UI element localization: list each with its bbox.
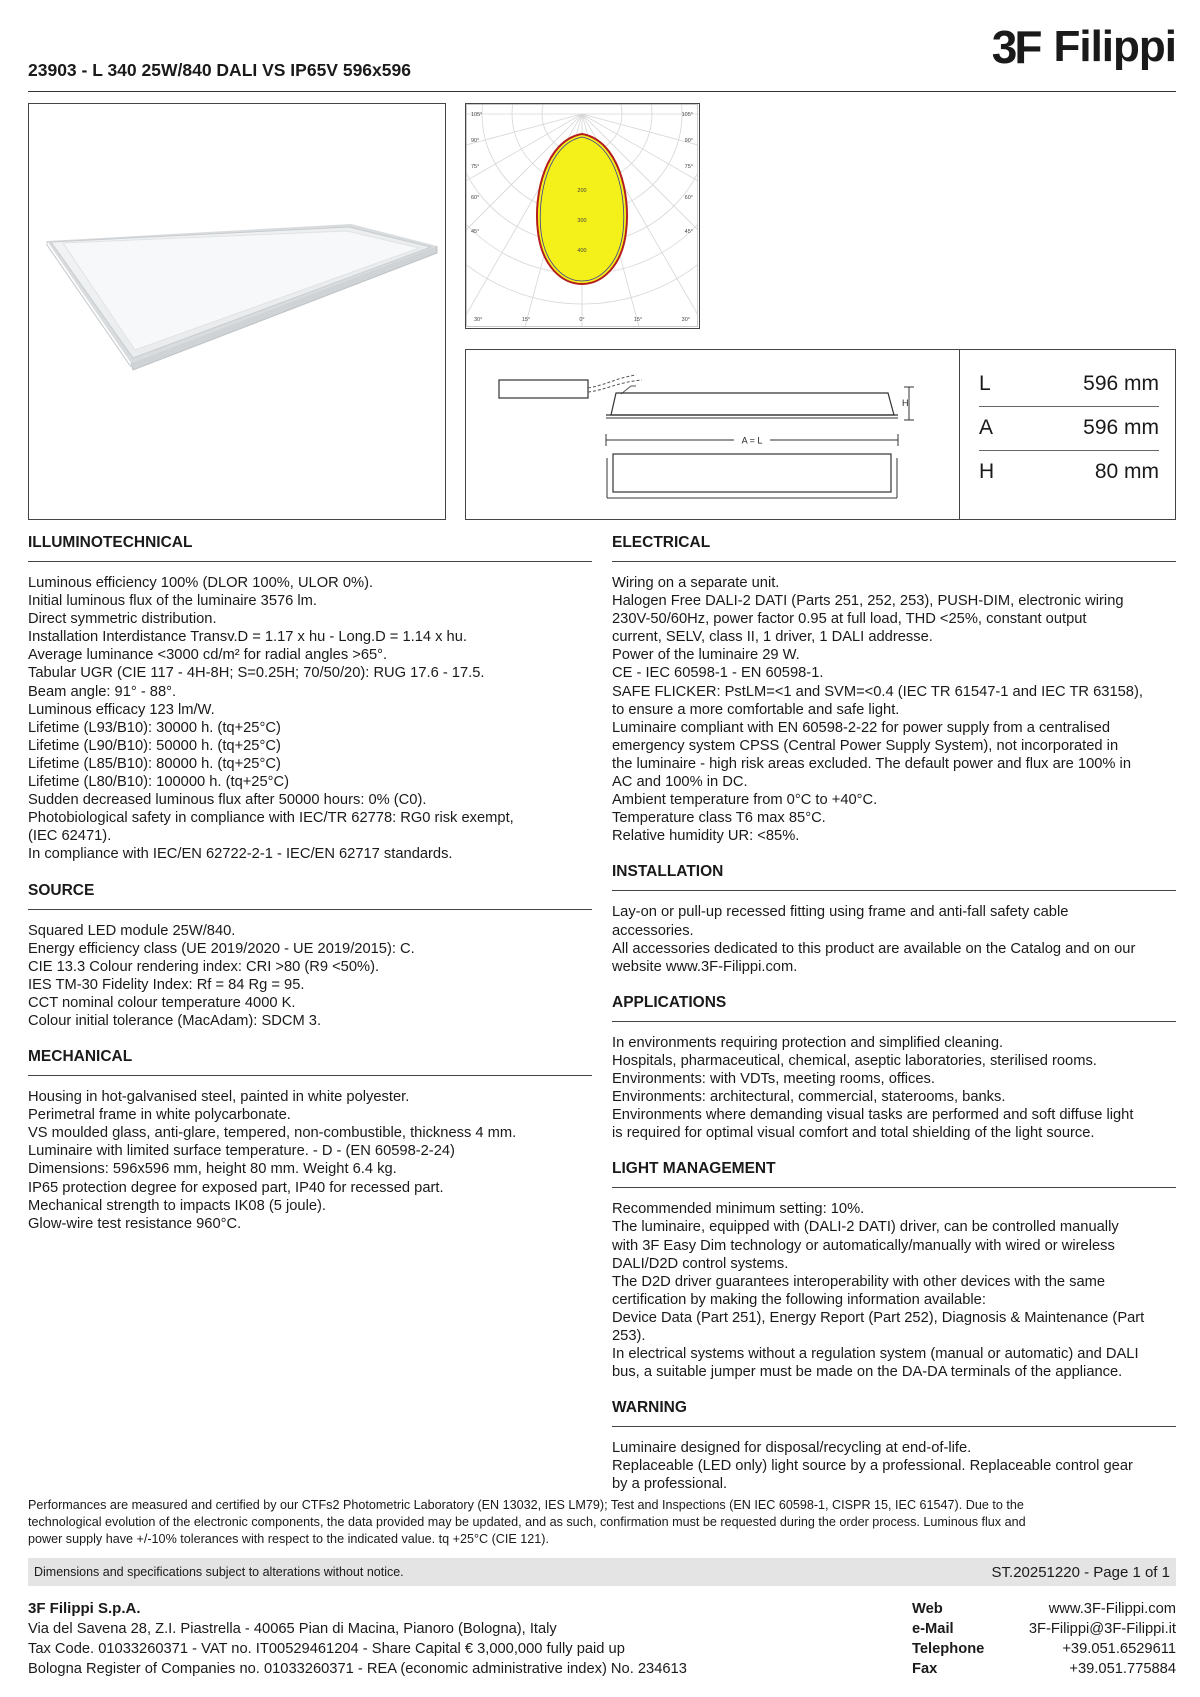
contact-label: Fax <box>912 1661 938 1677</box>
contact-row <box>912 1639 1176 1659</box>
polar-angle-label: 30° <box>681 317 690 323</box>
section-title: SOURCE <box>28 882 592 910</box>
spec-line: Glow-wire test resistance 960°C. <box>28 1215 242 1232</box>
spec-section <box>612 994 1176 1143</box>
spec-line: Power of the luminaire 29 W. <box>612 647 800 664</box>
polar-angle-label: 30° <box>474 317 483 323</box>
dimension-value: 80 mm <box>1094 460 1159 483</box>
dimensions-divider <box>959 350 960 519</box>
spec-line: Relative humidity UR: <85%. <box>612 828 800 845</box>
polar-angle-label: 15° <box>521 317 531 323</box>
spec-line: Perimetral frame in white polycarbonate. <box>28 1107 291 1124</box>
company-line: Bologna Register of Companies no. 01033260371 - REA (economic administrative index) No. 234613 <box>28 1661 687 1677</box>
polar-angle-label: 90° <box>684 138 693 144</box>
polar-angle-label: 0° <box>579 317 585 323</box>
side-view <box>611 393 894 415</box>
spec-line: Initial luminous flux of the luminaire 3576 lm. <box>28 593 317 610</box>
driver-box <box>499 380 588 398</box>
polar-angle-label: 75° <box>684 164 693 170</box>
spec-line: IES TM-30 Fidelity Index: Rf = 84 Rg = 95. <box>28 976 305 993</box>
spec-line: Ambient temperature from 0°C to +40°C. <box>612 792 878 809</box>
polar-angle-label: 45° <box>471 229 480 235</box>
polar-ring-label: 200 <box>577 188 587 194</box>
spec-line: Lifetime (L90/B10): 50000 h. (tq+25°C) <box>28 737 281 754</box>
spec-line: 253). <box>612 1328 646 1344</box>
contact-value: +39.051.775884 <box>1069 1661 1176 1677</box>
spec-line: Luminaire designed for disposal/recycling at end-of-life. <box>612 1440 972 1457</box>
spec-line: Direct symmetric distribution. <box>28 611 217 628</box>
company-line: Via del Savena 28, Z.I. Piastrella - 40065 Pian di Macina, Pianoro (Bologna), Italy <box>28 1621 557 1637</box>
spec-line: accessories. <box>612 922 694 939</box>
spec-line: certification by making the following information available: <box>612 1291 986 1308</box>
footer-bar <box>28 1558 1176 1586</box>
spec-line: Temperature class T6 max 85°C. <box>612 810 826 827</box>
spec-line: CIE 13.3 Colour rendering index: CRI >80 (R9 <50%). <box>28 958 380 975</box>
spec-section <box>28 534 592 864</box>
spec-line: the luminaire - high risk areas excluded. The default power and flux are 100% in <box>612 755 1131 772</box>
length-label: A = L <box>741 435 763 446</box>
spec-line: Luminous efficiency 100% (DLOR 100%, ULOR 0%). <box>28 575 374 591</box>
company-name: 3F Filippi S.p.A. <box>28 1600 141 1617</box>
spec-line: Housing in hot-galvanised steel, painted in white polyester. <box>28 1089 410 1106</box>
spec-line: Hospitals, pharmaceutical, chemical, aseptic laboratories, sterilised rooms. <box>612 1052 1097 1069</box>
contact-row <box>912 1619 1176 1639</box>
spec-line: Device Data (Part 251), Energy Report (Part 252), Diagnosis & Maintenance (Part <box>612 1309 1145 1326</box>
spec-line: current, SELV, class II, 1 driver, 1 DALI addresse. <box>612 629 933 646</box>
polar-angle-label: 90° <box>471 138 480 144</box>
polar-chart <box>466 104 698 327</box>
spec-line: bus, a suitable jumper must be made on the DA-DA terminals of the appliance. <box>612 1364 1123 1381</box>
spec-line: The luminaire, equipped with (DALI-2 DATI) driver, can be controlled manually <box>612 1219 1119 1236</box>
spec-line: Environments: architectural, commercial, staterooms, banks. <box>612 1089 1006 1106</box>
dimension-value: 596 mm <box>1083 372 1159 395</box>
company-info <box>28 1599 828 1679</box>
contact-value: +39.051.6529611 <box>1062 1641 1176 1657</box>
spec-line: Wiring on a separate unit. <box>612 575 780 591</box>
spec-line: Lifetime (L93/B10): 30000 h. (tq+25°C) <box>28 719 281 736</box>
dimension-key: A <box>979 416 994 439</box>
spec-line: Environments: with VDTs, meeting rooms, offices. <box>612 1070 935 1087</box>
contact-label: Telephone <box>912 1641 985 1657</box>
spec-line: to ensure a more comfortable and safe light. <box>612 701 900 718</box>
spec-line: AC and 100% in DC. <box>612 774 748 791</box>
polar-angle-label: 45° <box>684 229 693 235</box>
spec-line: Luminaire with limited surface temperature. - D - (EN 60598-2-24) <box>28 1143 455 1160</box>
contact-row <box>912 1659 1176 1679</box>
polar-ring-label: 300 <box>577 218 587 224</box>
company-line: Tax Code. 01033260371 - VAT no. IT00529461204 - Share Capital € 3,000,000 fully paid up <box>28 1641 625 1657</box>
polar-angle-label: 60° <box>471 195 480 201</box>
spec-line: Mechanical strength to impacts IK08 (5 joule). <box>28 1197 326 1214</box>
dimension-value: 596 mm <box>1083 416 1159 439</box>
polar-angle-label: 60° <box>684 195 693 201</box>
contact-value[interactable]: 3F-Filippi@3F-Filippi.it <box>1028 1621 1176 1637</box>
spec-line: Energy efficiency class (UE 2019/2020 - UE 2019/2015): C. <box>28 940 415 957</box>
dimension-divider <box>979 450 1159 451</box>
spec-column-left <box>28 534 592 1251</box>
polar-ring-label: 400 <box>577 248 587 254</box>
spec-line: VS moulded glass, anti-glare, tempered, non-combustible, thickness 4 mm. <box>28 1125 517 1142</box>
contact-row <box>912 1599 1176 1619</box>
section-title: LIGHT MANAGEMENT <box>612 1160 1176 1188</box>
spec-section <box>612 1160 1176 1381</box>
note-line: Performances are measured and certified by our CTFs2 Photometric Laboratory (EN 13032, IES LM79); Test and Inspections (EN IEC 60598-1, CISPR 15, IEC 61547). Due to the <box>28 1498 1024 1512</box>
note-line: power supply have +/-10% tolerances with respect to the indicated value. tq +25°C (CIE 121). <box>28 1532 549 1546</box>
spec-line: Dimensions: 596x596 mm, height 80 mm. Weight 6.4 kg. <box>28 1161 397 1178</box>
polar-angle-label: 105° <box>471 112 483 118</box>
spec-section <box>28 882 592 1031</box>
product-photo <box>28 103 446 520</box>
spec-section <box>28 1048 592 1233</box>
top-view <box>613 454 891 492</box>
spec-line: emergency system CPSS (Central Power Supply System), not incorporated in <box>612 737 1119 754</box>
spec-section <box>612 863 1176 975</box>
dimension-row <box>979 372 1159 396</box>
spec-line: CCT nominal colour temperature 4000 K. <box>28 994 296 1011</box>
contact-value[interactable]: www.3F-Filippi.com <box>1048 1601 1176 1617</box>
logo-word: Filippi <box>1053 22 1176 71</box>
section-title: APPLICATIONS <box>612 994 1176 1022</box>
dimensions-panel <box>465 349 1176 520</box>
product-title: 23903 - L 340 25W/840 DALI VS IP65V 596x596 <box>28 60 411 80</box>
polar-diagram <box>465 103 700 329</box>
dimension-key: L <box>979 372 991 395</box>
spec-line: DALI/D2D control systems. <box>612 1255 789 1272</box>
spec-line: by a professional. <box>612 1476 728 1493</box>
dimension-row <box>979 460 1159 484</box>
spec-line: (IEC 62471). <box>28 828 112 845</box>
contact-list <box>912 1599 1176 1679</box>
spec-line: All accessories dedicated to this product are available on the Catalog and on our <box>612 940 1136 957</box>
performance-note <box>28 1497 1176 1548</box>
dimension-row <box>979 416 1159 440</box>
spec-line: IP65 protection degree for exposed part, IP40 for recessed part. <box>28 1179 444 1196</box>
spec-section <box>612 534 1176 845</box>
section-title: MECHANICAL <box>28 1048 592 1076</box>
spec-line: In compliance with IEC/EN 62722-2-1 - IEC/EN 62717 standards. <box>28 846 453 863</box>
spec-line: website www.3F-Filippi.com. <box>612 958 798 975</box>
spec-line: Lay-on or pull-up recessed fitting using frame and anti-fall safety cable <box>612 904 1069 921</box>
spec-line: Environments where demanding visual tasks are performed and soft diffuse light <box>612 1107 1134 1124</box>
spec-line: is required for optimal visual comfort and total shielding of the light source. <box>612 1125 1095 1142</box>
polar-angle-label: 75° <box>471 164 480 170</box>
height-label: H <box>902 398 909 408</box>
spec-line: Recommended minimum setting: 10%. <box>612 1201 865 1218</box>
led-panel-illustration <box>29 104 444 518</box>
spec-line: Tabular UGR (CIE 117 - 4H-8H; S=0.25H; 70/50/20): RUG 17.6 - 17.5. <box>28 665 485 682</box>
section-title: WARNING <box>612 1399 1176 1427</box>
page-reference: ST.20251220 - Page 1 of 1 <box>991 1563 1170 1581</box>
header-divider <box>28 91 1176 92</box>
disclaimer: Dimensions and specifications subject to alterations without notice. <box>34 1565 404 1579</box>
spec-column-right <box>612 534 1176 1512</box>
contact-label: e-Mail <box>912 1621 954 1637</box>
spec-line: Beam angle: 91° - 88°. <box>28 683 177 700</box>
spec-line: SAFE FLICKER: PstLM=<1 and SVM=<0.4 (IEC TR 61547-1 and IEC TR 63158), <box>612 683 1143 700</box>
contact-label: Web <box>912 1601 943 1617</box>
polar-angle-label: 105° <box>681 112 693 118</box>
spec-line: 230V-50/60Hz, power factor 0.95 at full load, THD <25%, constant output <box>612 611 1087 628</box>
spec-line: Average luminance <3000 cd/m² for radial angles >65°. <box>28 647 388 664</box>
spec-line: In electrical systems without a regulation system (manual or automatic) and DALI <box>612 1346 1139 1363</box>
section-title: ILLUMINOTECHNICAL <box>28 534 592 562</box>
spec-line: Colour initial tolerance (MacAdam): SDCM 3. <box>28 1012 322 1029</box>
spec-line: Halogen Free DALI-2 DATI (Parts 251, 252, 253), PUSH-DIM, electronic wiring <box>612 593 1124 610</box>
spec-line: In environments requiring protection and simplified cleaning. <box>612 1034 1004 1051</box>
spec-line: Lifetime (L85/B10): 80000 h. (tq+25°C) <box>28 755 281 772</box>
spec-section <box>612 1399 1176 1493</box>
spec-line: with 3F Easy Dim technology or automatically/manually with wired or wireless <box>612 1237 1115 1254</box>
spec-line: Installation Interdistance Transv.D = 1.17 x hu - Long.D = 1.14 x hu. <box>28 629 467 646</box>
spec-line: Sudden decreased luminous flux after 50000 hours: 0% (C0). <box>28 792 427 809</box>
spec-line: Lifetime (L80/B10): 100000 h. (tq+25°C) <box>28 774 290 791</box>
section-title: INSTALLATION <box>612 863 1176 891</box>
spec-line: Photobiological safety in compliance with IEC/TR 62778: RG0 risk exempt, <box>28 810 514 827</box>
note-line: technological evolution of the electronic components, the data provided may be updated, and as such, confirmation must be requested during the order process. Luminous flux and <box>28 1515 1026 1529</box>
spec-line: Replaceable (LED only) light source by a professional. Replaceable control gear <box>612 1458 1133 1475</box>
dimension-drawing <box>466 350 956 518</box>
polar-angle-label: 15° <box>633 317 643 323</box>
section-title: ELECTRICAL <box>612 534 1176 562</box>
brand-logo <box>991 21 1176 73</box>
spec-line: CE - IEC 60598-1 - EN 60598-1. <box>612 665 824 682</box>
spec-line: Luminous efficacy 123 lm/W. <box>28 701 215 718</box>
spec-line: Squared LED module 25W/840. <box>28 922 236 939</box>
spec-line: The D2D driver guarantees interoperability with other devices with the same <box>612 1273 1106 1290</box>
logo-mark: 3F <box>991 21 1040 73</box>
spec-line: Luminaire compliant with EN 60598-2-22 for power supply from a centralised <box>612 719 1110 736</box>
dimension-divider <box>979 406 1159 407</box>
dimension-key: H <box>979 460 995 483</box>
